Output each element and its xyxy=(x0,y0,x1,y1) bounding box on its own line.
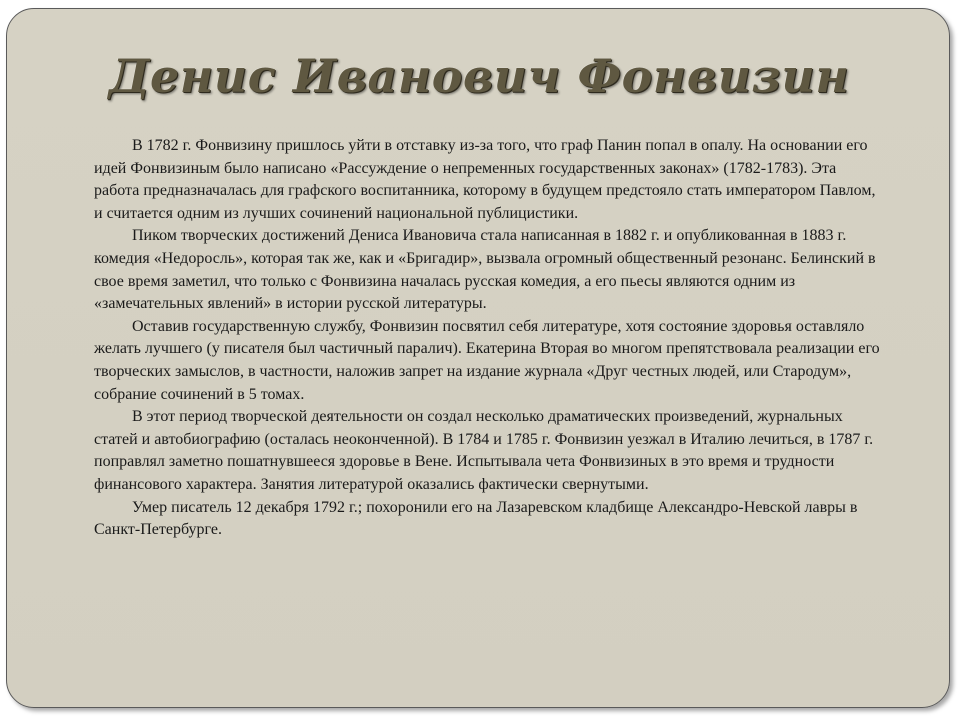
slide xyxy=(6,8,950,708)
paragraph-literature-career: Оставив государственную службу, Фонвизин посвятил себя литературе, хотя состояние здоровья оставляло желать лучшего (у писателя был частичный паралич). Екатерина Вторая во многом препятствовала реализации его творческих замыслов, в частности, наложив запрет на издание журнала «Друг честных людей, или Стародум», собрание сочинений в 5 томах. xyxy=(94,317,880,403)
paragraph-nedorosl: Пиком творческих достижений Дениса Ивановича стала написанная в 1882 г. и опубликованная в 1883 г. комедия «Недоросль», которая так же, как и «Бригадир», вызвала огромный общественный резонанс. Белинский в свое время заметил, что только с Фонвизина началась русская комедия, а его пьесы являются одним из «замечательных явлений» в истории русской литературы. xyxy=(94,227,876,313)
paragraph-later-works: В этот период творческой деятельности он создал несколько драматических произведений, журнальных статей и автобиографию (осталась неоконченной). В 1784 и 1785 г. Фонвизин уезжал в Италию лечиться, в 1787 г. поправлял заметно пошатнувшееся здоровье в Вене. Испытывала чета Фонвизиных в это время и трудности финансового характера. Занятия литературой оказались фактически свернутыми. xyxy=(94,408,874,493)
slide-title: Денис Иванович Фонвизин xyxy=(108,49,850,103)
slide-body xyxy=(94,135,884,542)
paragraph-resignation: В 1782 г. Фонвизину пришлось уйти в отставку из-за того, что граф Панин попал в опалу. На основании его идей Фонвизиным было написано «Рассуждение о непременных государственных законах» (1782-1783). Эта работа предназначалась для графского воспитанника, которому в будущем предстояло стать императором Павлом, и считается одним из лучших сочинений национальной публицистики. xyxy=(94,137,876,222)
paragraph-death: Умер писатель 12 декабря 1792 г.; похоронили его на Лазаревском кладбище Александро-Невской лавры в Санкт-Петербурге. xyxy=(94,498,858,539)
